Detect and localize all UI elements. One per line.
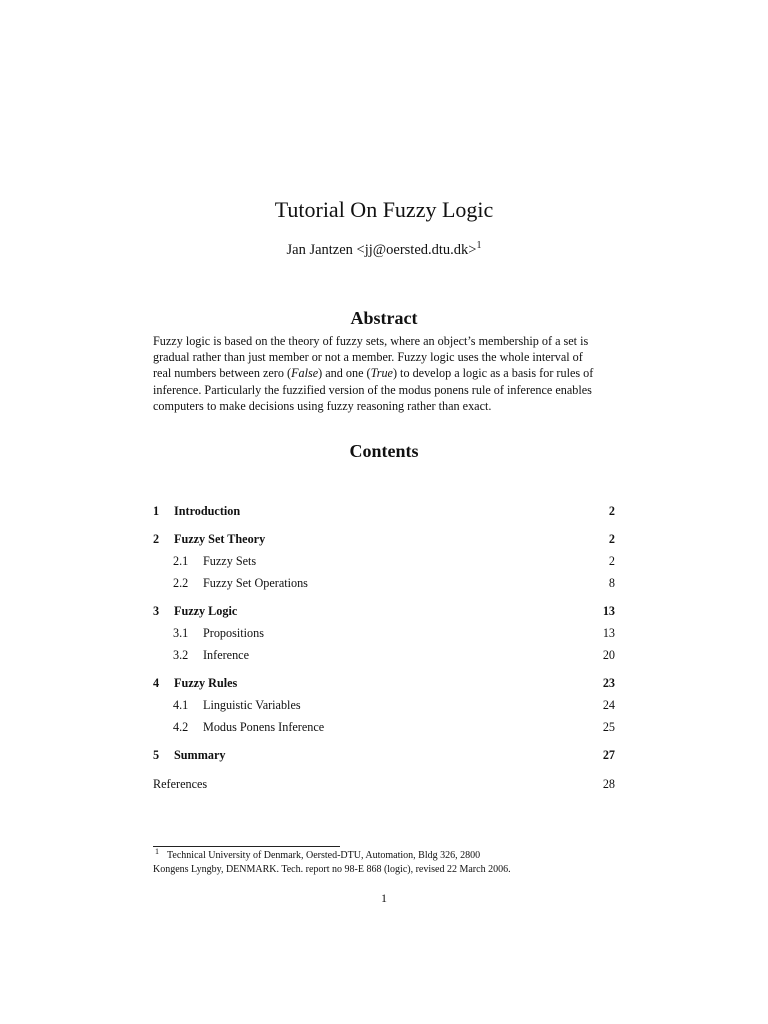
author-line [0,240,768,260]
toc-page-number: 20 [602,648,615,662]
toc-section-row[interactable] [153,675,615,691]
toc-number: 3.2 [173,648,189,662]
document-title: Tutorial On Fuzzy Logic [274,197,494,222]
toc-section-row[interactable] [153,531,615,547]
abstract-line [153,365,615,381]
page-number: 1 [381,891,387,905]
toc-page-number: 13 [602,604,615,618]
abstract-italic-term: False [291,366,319,381]
toc-label: Fuzzy Set Operations [203,576,308,590]
toc-number: 3.1 [173,626,189,640]
footnote-mark: 1 [155,846,159,856]
abstract-text: real numbers between zero ( [153,366,292,381]
toc-label: Fuzzy Set Theory [174,532,266,546]
abstract-text: inference. Particularly the fuzzified version of the modus ponens rule of inference enables [153,382,592,397]
abstract-text: ) to develop a logic as a basis for rules of [392,366,594,381]
footnote-line-1 [153,846,623,863]
abstract-text: gradual rather than just member or not a member. Fuzzy logic uses the whole interval of [153,350,583,365]
abstract-line [153,382,615,398]
author-name-email: Jan Jantzen <jj@oersted.dtu.dk> [286,242,477,258]
abstract-line [153,349,615,365]
toc-page-number: 2 [608,504,615,518]
toc-label: Fuzzy Logic [174,604,238,618]
toc-subsection-row[interactable] [153,575,615,591]
footnote-line-2: Kongens Lyngby, DENMARK. Tech. report no 98-E 868 (logic), revised 22 March 2006. [153,863,511,875]
contents-heading: Contents [349,441,419,461]
toc-number: 5 [153,748,160,762]
toc-page-number: 25 [602,720,615,734]
toc-number: 3 [153,604,160,618]
toc-label: Propositions [203,626,264,640]
toc-subsection-row[interactable] [153,719,615,735]
toc-page-number: 13 [602,626,615,640]
toc-section-row[interactable] [153,603,615,619]
toc-number: 4.2 [173,720,189,734]
toc-subsection-row[interactable] [153,625,615,641]
abstract-italic-term: True [370,366,393,381]
toc-label: Summary [174,748,226,762]
toc-label: Fuzzy Rules [174,676,238,690]
toc-label: Fuzzy Sets [203,554,257,568]
toc-number: 4.1 [173,698,189,712]
abstract-body [153,333,615,414]
toc-label: Linguistic Variables [203,698,301,712]
footnote [153,846,623,876]
toc-number: 2 [153,532,160,546]
abstract-text: ) and one ( [318,366,371,381]
toc-page-number: 2 [608,532,615,546]
toc-page-number: 2 [608,554,615,568]
toc-page-number: 27 [602,748,615,762]
toc-label: Introduction [174,504,241,518]
footnote-text-1: Technical University of Denmark, Oersted-DTU, Automation, Bldg 326, 2800 [167,850,481,861]
toc-number: 2.2 [173,576,189,590]
abstract-text: Fuzzy logic is based on the theory of fuzzy sets, where an object’s membership of a set is [153,334,589,348]
toc-page-number: 23 [602,676,615,690]
toc-subsection-row[interactable] [153,647,615,663]
abstract-line [153,398,615,414]
toc-label: References [153,777,208,791]
toc-subsection-row[interactable] [153,553,615,569]
toc-page-number: 28 [602,777,615,791]
toc-section-row[interactable] [153,747,615,763]
toc-number: 4 [153,676,160,690]
toc-section-row[interactable] [153,776,615,792]
footnote-rule [153,846,340,847]
toc-label: Inference [203,648,250,662]
abstract-line [153,333,615,349]
toc-subsection-row[interactable] [153,697,615,713]
author-footnote-mark: 1 [476,240,482,252]
abstract-heading: Abstract [350,308,418,328]
abstract-text: computers to make decisions using fuzzy reasoning rather than exact. [153,398,492,413]
toc-number: 1 [153,504,160,518]
toc-section-row[interactable] [153,503,615,519]
toc-page-number: 24 [602,698,615,712]
toc-number: 2.1 [173,554,189,568]
toc-page-number: 8 [608,576,615,590]
toc-label: Modus Ponens Inference [203,720,325,734]
